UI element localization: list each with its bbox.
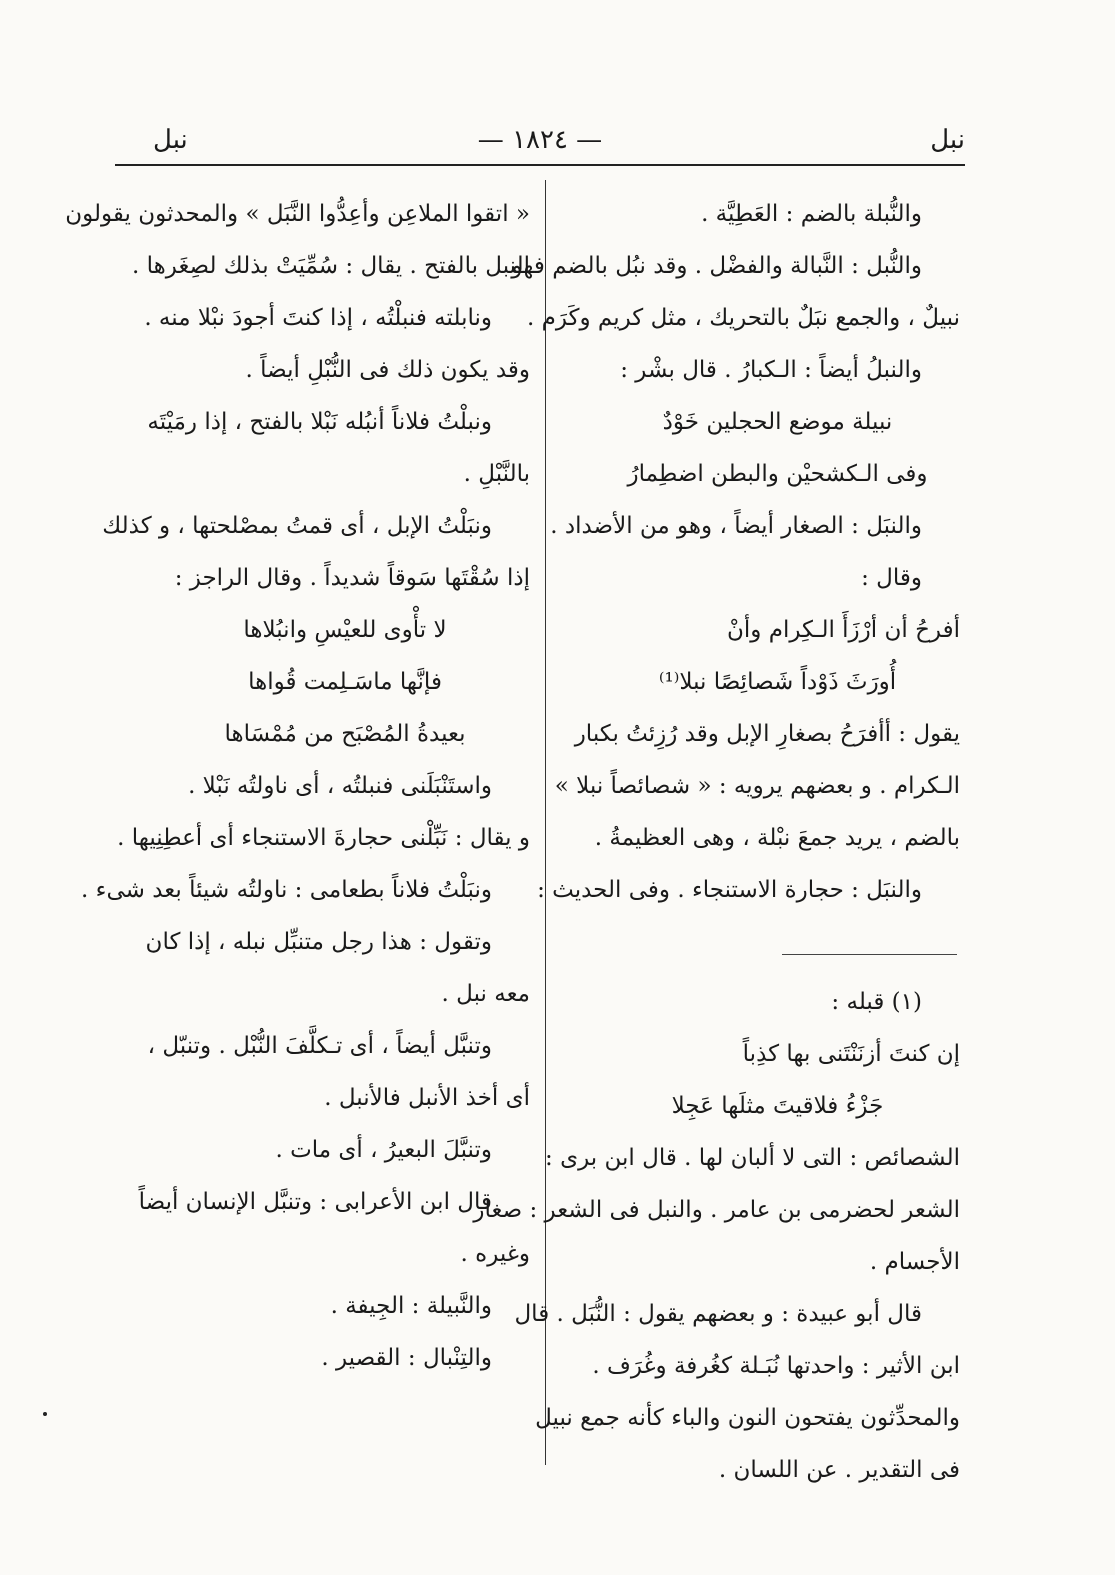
footnote-line: إن كنتَ أزنَنْتَنى بها كذِباً	[742, 1041, 960, 1067]
header-entry-word-left: نبل	[153, 125, 188, 155]
page-header	[115, 125, 965, 161]
left-column-line: إذا سُقْتَها سَوقاً شديداً . وقال الراجز :	[174, 565, 530, 591]
footnote-line: والمحدِّثون يفتحون النون والباء كأنه جمع نبيل	[535, 1405, 960, 1431]
right-column-line: يقول : أأفرَحُ بصغارِ الإبل وقد رُزِئتُ بكبار	[574, 721, 960, 747]
left-column-line: أى أخذ الأنبل فالأنبل .	[324, 1085, 530, 1111]
header-entry-word-right: نبل	[930, 125, 965, 155]
left-column-line: ونبلْتُ فلاناً أنبُله نَبْلا بالفتح ، إذا رمَيْتَه	[147, 409, 492, 435]
left-column-line: والنَّبيلة : الجِيفة .	[330, 1293, 492, 1319]
right-column	[511, 188, 960, 916]
left-column-line: قال ابن الأعرابى : وتنبَّل الإنسان أيضاً	[138, 1189, 492, 1215]
left-column-line: وغيره .	[460, 1241, 530, 1267]
left-column-line: ونبَلْتُ الإبل ، أى قمتُ بمصْلحتها ، و كذلك	[102, 513, 492, 539]
page-number: — ١٨٢٤ —	[477, 125, 603, 155]
left-column-line: معه نبل .	[441, 981, 530, 1007]
right-column-line: أُورَثَ ذَوْداً شَصائِصًا نبلا⁽¹⁾	[658, 669, 897, 695]
left-column-line: وتنبَّل أيضاً ، أى تـكلَّفَ النُّبْل . وتنبّل ،	[147, 1033, 492, 1059]
left-column-line: فإنَّها ماسَـلِمت قُواها	[248, 669, 442, 695]
left-column-line: واستَنْبَلَنى فنبلتُه ، أى ناولتُه نَبْلا .	[188, 773, 492, 799]
right-column-line: الـكرام . و بعضهم يرويه : « شصائصاً نبلا »	[554, 773, 960, 799]
left-column-line: لا تأْوى للعيْسِ وانبُلاها	[243, 617, 447, 643]
footnote-line: (١) قبله :	[831, 989, 922, 1015]
left-column-line: « اتقوا الملاعِن وأعِدُّوا النَّبَل » والمحدثون يقولون	[65, 201, 530, 227]
left-column-line: وتنبَّلَ البعيرُ ، أى مات .	[275, 1137, 492, 1163]
column-separator	[545, 180, 546, 1465]
header-rule	[115, 164, 965, 166]
right-column-line: أفرحُ أن أرْزَأَ الـكِرام وأنْ	[727, 617, 960, 643]
right-column-line: بالضم ، يريد جمعَ نبْلة ، وهى العظيمةُ .	[594, 825, 960, 851]
right-column-line: والنُّبلة بالضم : العَطِيَّة .	[701, 201, 922, 227]
right-column-line: نبيلٌ ، والجمع نبَلٌ بالتحريك ، مثل كريم وكَرَم .	[526, 305, 960, 331]
footnote-line: فى التقدير . عن اللسان .	[718, 1457, 960, 1483]
left-column-line: ونبَلْتُ فلاناً بطعامى : ناولتُه شيئاً بعد شىء .	[81, 877, 492, 903]
right-column-line: والنبَل : حجارة الاستنجاء . وفى الحديث :	[537, 877, 922, 903]
ink-speck	[43, 1412, 47, 1416]
left-column	[65, 188, 530, 1384]
footnote-line: جَزْءُ فلاقيتَ مثلَها عَجِلا	[671, 1093, 884, 1119]
right-column-line: وفى الـكشحيْن والبطن اضطِمارُ	[627, 461, 928, 487]
footnote-line: الشعر لحضرمى بن عامر . والنبل فى الشعر : صغار	[473, 1197, 960, 1223]
footnote-line: الأجسام .	[869, 1249, 960, 1275]
left-column-line: ونابلته فنبلْتُه ، إذا كنتَ أجودَ نبْلا منه .	[144, 305, 492, 331]
footnote-rule	[782, 954, 957, 955]
left-column-line: وقد يكون ذلك فى النُّبْلِ أيضاً .	[245, 357, 530, 383]
left-column-line: النبل بالفتح . يقال : سُمِّيَتْ بذلك لصِغَرها .	[132, 253, 530, 279]
right-column-line: نبيلة موضع الحجلين خَوْدٌ	[662, 409, 893, 435]
left-column-line: و يقال : نَبِّلْنى حجارةَ الاستنجاء أى أعطِنِيها .	[117, 825, 530, 851]
left-column-line: بعيدةُ المُصْبَح من مُمْسَاها	[224, 721, 466, 747]
right-column-line: وقال :	[861, 565, 922, 591]
footnote-line: ابن الأثير : واحدتها نُبَـلة كغُرفة وغُرَف .	[592, 1353, 960, 1379]
right-column-line: والنبَل : الصغار أيضاً ، وهو من الأضداد .	[550, 513, 922, 539]
footnote-line: الشصائص : التى لا ألبان لها . قال ابن برى :	[545, 1145, 960, 1171]
left-column-line: وتقول : هذا رجل متنبِّل نبله ، إذا كان	[145, 929, 492, 955]
right-column-line: والنُّبل : النَّبالة والفضْل . وقد نبُل بالضم فهو	[511, 253, 922, 279]
left-column-line: بالنَّبْلِ .	[463, 461, 530, 487]
right-column-line: والنبلُ أيضاً : الـكبارُ . قال بشْر :	[620, 357, 922, 383]
footnote-line: قال أبو عبيدة : و بعضهم يقول : النُّبَل . قال	[514, 1301, 922, 1327]
left-column-line: والتِنْبال : القصير .	[321, 1345, 492, 1371]
